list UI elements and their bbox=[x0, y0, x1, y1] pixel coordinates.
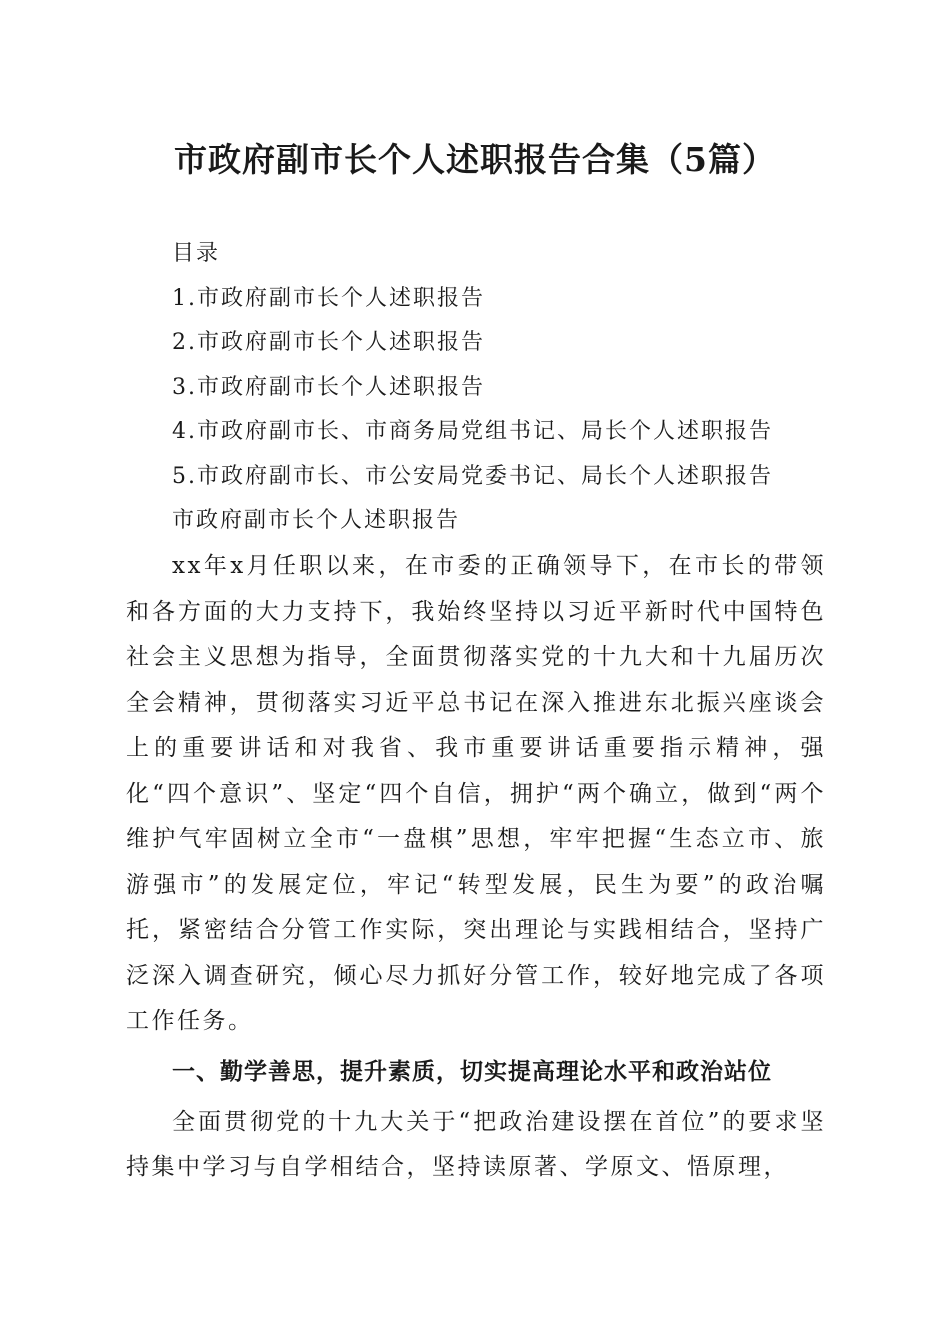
toc-item: 1.市政府副市长个人述职报告 bbox=[172, 285, 485, 311]
document-title: 市政府副市长个人述职报告合集（5篇） bbox=[174, 140, 776, 179]
table-of-contents bbox=[172, 232, 852, 544]
toc-item: 4.市政府副市长、市商务局党组书记、局长个人述职报告 bbox=[172, 419, 773, 444]
section-heading: 一、勤学善思，提升素质，切实提高理论水平和政治站位 bbox=[172, 1058, 772, 1085]
toc-item: 3.市政府副市长个人述职报告 bbox=[172, 374, 485, 400]
toc-label: 目录 bbox=[172, 241, 221, 266]
toc-item: 5.市政府副市长、市公安局党委书记、局长个人述职报告 bbox=[172, 463, 773, 489]
section-title: 市政府副市长个人述职报告 bbox=[172, 508, 461, 533]
intro-paragraph: xx年x月任职以来，在市委的正确领导下，在市长的带领和各方面的大力支持下，我始终坚持以习近平新时代中国特色社会主义思想为指导，全面贯彻落实党的十九大和十九届历次全会精神，贯彻落实习近平总书记在深入推进东北振兴座谈会上的重要讲话和对我省、我市重要讲话重要指示精神，强化“四个意识”、坚定“四个自信，拥护“两个确立，做到“两个维护气牢固树立全市“一盘棋”思想，牢牢把握“生态立市、旅游强市”的发展定位，牢记“转型发展，民生为要”的政治嘱托，紧密结合分管工作实际，突出理论与实践相结合，坚持广泛深入调查研究，倾心尽力抓好分管工作，较好地完成了各项工作任务。 bbox=[126, 553, 826, 1034]
report-body bbox=[126, 544, 826, 1191]
toc-item: 2.市政府副市长个人述职报告 bbox=[172, 330, 485, 355]
body-paragraph: 全面贯彻党的十九大关于“把政治建设摆在首位”的要求坚持集中学习与自学相结合，坚持读原著、学原文、悟原理， bbox=[126, 1108, 826, 1180]
